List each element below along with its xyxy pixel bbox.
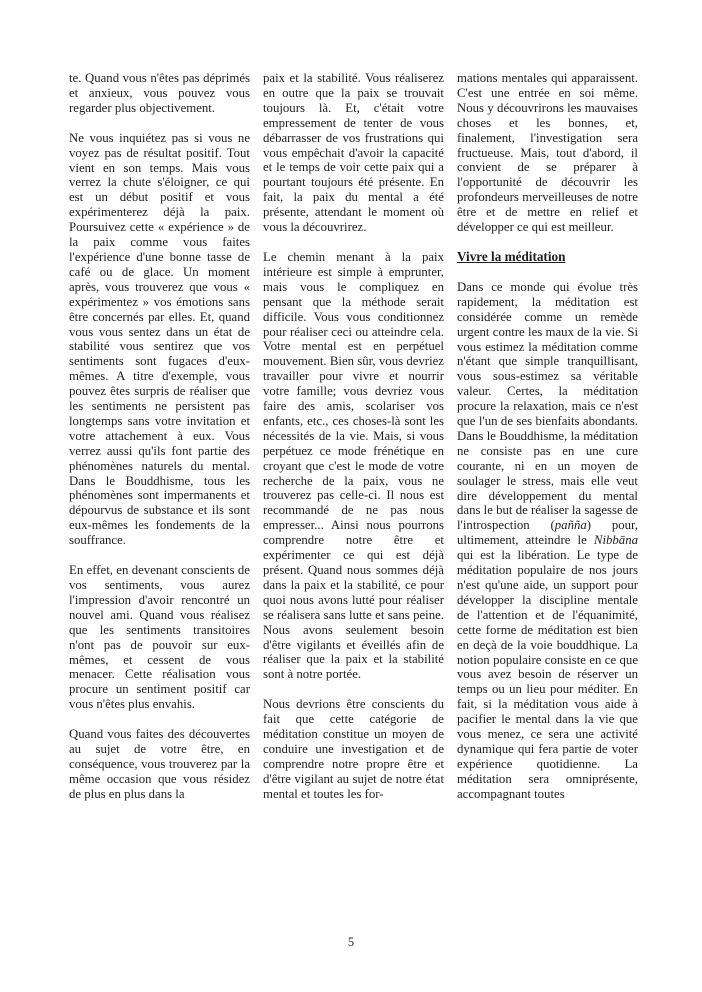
section-heading: Vivre la méditation bbox=[457, 248, 566, 264]
column-2 bbox=[263, 71, 444, 802]
column-1 bbox=[69, 71, 250, 802]
paragraph: paix et la stabilité. Vous réaliserez en outre que la paix se trouvait toujours là. Et, c'était votre empressement de tenter de vous débarrasser de vos frustrations qui vous empêchait d'avoir la capacité et le temps de voir cette paix qui a pourtant toujours été présente. En fait, la paix du mental a été présente, attendant le moment où vous la découvrirez. bbox=[263, 71, 444, 235]
paragraph: Ne vous inquiétez pas si vous ne voyez pas de résultat positif. Tout vient en son temps. Mais vous verrez la chute s'éloigner, ce qui est un début positif et vous expérimenterez déjà la paix. Poursuivez cette « expérience » de la paix comme vous faites l'expérience d'une bonne tasse de café ou de glace. Un moment après, vous trouverez que vous « expérimentez » vos émotions sans être concernés par elles. Et, quand vous vous sentez dans un état de stabilité vous sentirez que vos sentiments sont fugaces d'eux-mêmes. A titre d'exemple, vous pouvez êtes surpris de réaliser que les sentiments ne persistent pas longtemps sans votre invitation et votre attachement à eux. Vous verrez aussi qu'ils font partie des phénomènes naturels du mental. Dans le Bouddhisme, tous les phénomènes sont impermanents et dépourvus de substance et ils sont eux-mêmes les fondements de la souffrance. bbox=[69, 130, 250, 548]
paragraph: te. Quand vous n'êtes pas déprimés et anxieux, vous pouvez vous regarder plus objectivement. bbox=[69, 71, 250, 115]
paragraph: Le chemin menant à la paix intérieure est simple à emprunter, mais vous le compliquez en pensant que la méthode serait difficile. Vous vous conditionnez pour réaliser ceci ou atteindre cela. Votre mental est en perpétuel mouvement. Bien sûr, vous devriez travailler pour vivre et nourrir votre famille; vous devriez vous faire des amis, scolariser vos enfants, etc., ces choses-là sont les nécessités de la vie. Mais, si vous perpétuez ce mode frénétique en croyant que c'est le mode de votre recherche de la paix, vous ne trouverez pas celle-ci. Il nous est recommandé de ne pas nous empresser... Ainsi nous pourrons comprendre notre être et expérimenter ce qui est déjà présent. Quand nous sommes déjà dans la paix et la stabilité, ce pour quoi nous avons lutté pour réaliser se réalisera sans lutte et sans peine. Nous avons seulement besoin d'être vigilants et éveillés afin de réaliser que la paix et la stabilité sont à notre portée. bbox=[263, 249, 444, 682]
text-columns bbox=[69, 71, 638, 802]
page-number: 5 bbox=[347, 935, 355, 949]
paragraph: Quand vous faites des découvertes au sujet de votre être, en conséquence, vous trouverez par la même occasion que vous résidez de plus en plus dans la bbox=[69, 727, 250, 801]
paragraph: En effet, en devenant conscients de vos sentiments, vous aurez l'impression d'avoir rencontré un nouvel ami. Quand vous réalisez que les sentiments transitoires n'ont pas de pouvoir sur eux-mêmes, et cessent de vous menacer. Cette réalisation vous procure un sentiment positif car vous n'êtes plus envahis. bbox=[69, 563, 250, 712]
paragraph: mations mentales qui apparaissent. C'est une entrée en soi même. Nous y découvrirons les mauvaises choses et les bonnes, et, finalement, l'investigation sera fructueuse. Mais, tout d'abord, il convient de se préparer à l'opportunité de découvrir les profondeurs merveilleuses de notre être et de mettre en relief et développer ce qui est meilleur. bbox=[457, 71, 638, 235]
paragraph: Nous devrions être conscients du fait que cette catégorie de méditation constitue un moyen de conduire une investigation et de comprendre notre propre être et d'être vigilant au sujet de notre état mental et toutes les for- bbox=[263, 697, 444, 801]
column-3 bbox=[457, 71, 638, 802]
paragraph: Dans ce monde qui évolue très rapidement, la méditation est considérée comme un remède urgent contre les maux de la vie. Si vous estimez la méditation comme n'étant que simple tranquillisant, vous sous-estimez sa véritable valeur. Certes, la méditation procure la relaxation, mais ce n'est que l'un de ses bienfaits abondants. Dans le Bouddhisme, la méditation ne consiste pas en une cure courante, ni en un moyen de soulager le stress, mais elle veut dire développement du mental dans le but de réaliser la sagesse de l'introspection (pañña) pour, ultimement, atteindre le Nibbāna qui est la libération. Le type de méditation populaire de nos jours n'est qu'une aide, un support pour développer la discipline mentale de l'attention et de l'équanimité, cette forme de méditation est bien en deçà de la voie bouddhique. La notion populaire consiste en ce que vous avez besoin de réserver un temps ou un lieu pour méditer. En fait, si la méditation vous aide à pacifier le mental dans la vie que vous menez, ce sera une activité dynamique qui fera partie de voter expérience quotidienne. La méditation sera omniprésente, accompagnant toutes bbox=[457, 279, 638, 801]
